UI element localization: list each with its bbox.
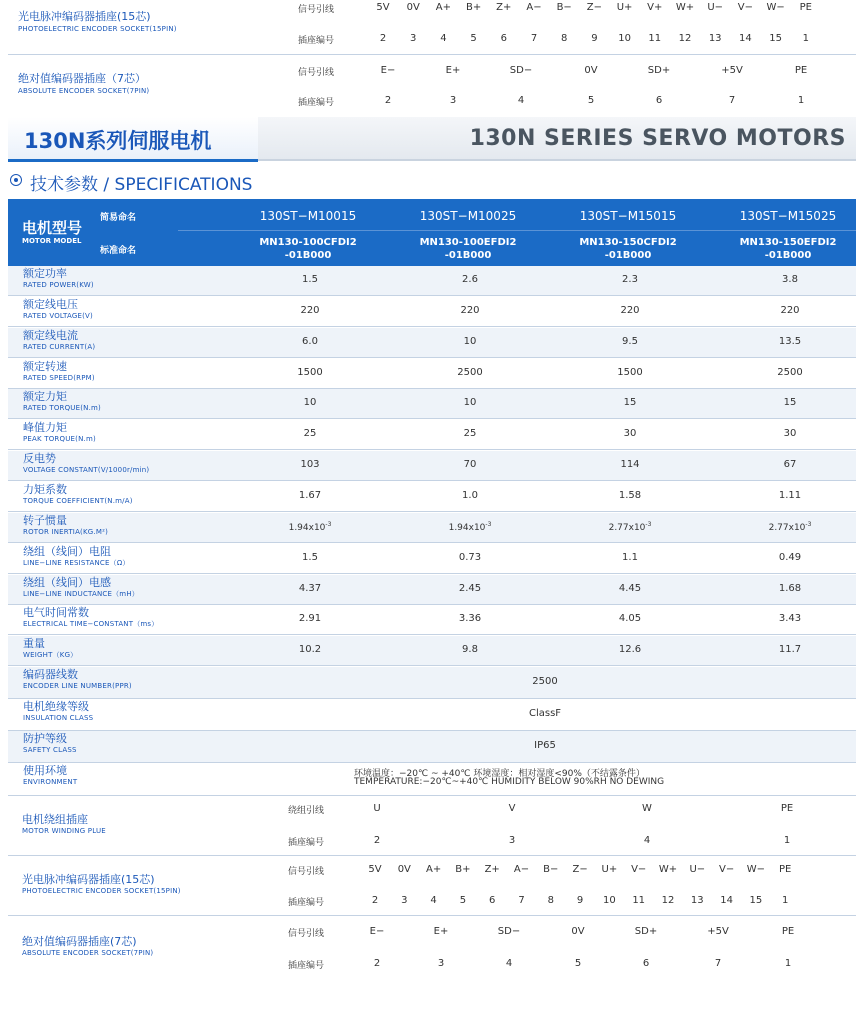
spec-label: [23, 330, 95, 352]
circle-dot-icon: [10, 174, 22, 186]
spec-value: 4.45: [618, 582, 642, 594]
environment-cn: 使用环境: [23, 764, 67, 777]
spec-label-cn: 转子惯量: [23, 513, 67, 527]
signal-cell: U−: [689, 864, 706, 875]
signal-cell: Z−: [572, 864, 588, 875]
signal-cell: PE: [799, 2, 812, 13]
signal-cell: A+: [425, 864, 442, 875]
environment-line2: TEMPERATURE:−20℃~+40℃ HUMIDITY BELOW 90%RH NO DEWING: [354, 777, 665, 787]
top-photo-pin-label: 插座编号: [298, 36, 335, 46]
spec-label-en: TORQUE COEFFICIENT(N.m/A): [23, 496, 133, 505]
signal-cell: E+: [433, 926, 449, 937]
spec-label-cn: 电机绝缘等级: [23, 700, 89, 713]
pin-cell: 8: [547, 895, 554, 906]
section-title: 技术参数 / SPECIFICATIONS: [30, 175, 253, 195]
spec-value: 30: [623, 428, 637, 440]
spec-label-cn: 额定线电压: [23, 297, 78, 311]
spec-label-en: RATED VOLTAGE(V): [23, 311, 93, 320]
span-value: 2500: [532, 676, 558, 687]
spec-row: [8, 420, 856, 450]
signal-cell: 0V: [571, 926, 585, 937]
pin-cell: 3: [508, 835, 516, 846]
spec-label-en: WEIGHT（KG）: [23, 651, 78, 660]
pin-cell: 4: [517, 95, 525, 106]
environment-line1: 环境温度：−20℃ ~ +40℃ 环境湿度：相对湿度<90%（不结露条件）: [354, 769, 645, 779]
spec-value: 4.05: [618, 613, 642, 625]
spec-value: 103: [300, 459, 320, 471]
spec-label-cn: 额定转速: [23, 359, 67, 373]
short-name-label: 简易命名: [100, 213, 137, 223]
signal-cell: U−: [707, 2, 724, 13]
pin-cell: 7: [728, 95, 736, 106]
spec-label: [23, 669, 132, 691]
series-banner: [8, 117, 856, 161]
winding-cn: 电机绕组插座: [22, 813, 88, 826]
pin-cell: 2: [384, 95, 392, 106]
pin-cell: 3: [449, 95, 457, 106]
spec-label: [23, 422, 96, 444]
signal-cell: U+: [616, 2, 633, 13]
spec-label-en: LINE−LINE INDUCTANCE（mH）: [23, 589, 139, 598]
pin-cell: 2: [373, 958, 381, 969]
spec-label-cn: 额定力矩: [23, 390, 67, 404]
spec-value: 1.58: [618, 489, 642, 501]
span-value: ClassF: [528, 708, 562, 719]
spec-value: 0.73: [458, 551, 482, 563]
signal-cell: B+: [455, 864, 471, 875]
span-row: [8, 731, 856, 763]
spec-label-cn: 电气时间常数: [23, 606, 89, 620]
pin-cell: 5: [470, 33, 477, 44]
spec-label-en: PEAK TORQUE(N.m): [23, 435, 96, 444]
spec-row: [8, 575, 856, 605]
spec-value: $2.77x10^{-3}$: [768, 520, 812, 533]
spec-value: 4.37: [298, 582, 322, 594]
spec-value: 1500: [617, 366, 643, 378]
model-short-name: 130ST−M10015: [259, 209, 357, 223]
spec-label: [23, 391, 101, 413]
spec-row: [8, 359, 856, 389]
spec-value: 6.0: [302, 335, 318, 347]
spec-value: 30: [783, 428, 797, 440]
model-std-name: MN130-150CFDI2 -01B000: [579, 237, 677, 261]
signal-cell: SD−: [509, 65, 533, 76]
signal-cell: V−: [737, 2, 754, 13]
pin-cell: 5: [459, 895, 467, 906]
pin-cell: 1: [783, 835, 791, 846]
spec-label-cn: 额定功率: [23, 267, 67, 280]
spec-value: 67: [783, 459, 797, 471]
pin-cell: 1: [802, 33, 809, 44]
bottom-photo-socket-block: [0, 856, 860, 914]
spec-row: [8, 451, 856, 481]
signal-cell: +5V: [721, 65, 743, 76]
spec-label-en: RATED POWER(KW): [23, 281, 94, 289]
pin-cell: 4: [430, 895, 437, 906]
model-header: [8, 199, 856, 266]
pin-cell: 12: [678, 33, 692, 44]
signal-cell: W: [642, 803, 652, 814]
model-std-name: MN130-100CFDI2 -01B000: [259, 237, 357, 261]
spec-label: [23, 299, 93, 321]
spec-value: 1.67: [298, 489, 322, 501]
pin-cell: 7: [518, 895, 525, 906]
bottom-photo-pin-label: 插座编号: [288, 898, 325, 908]
spec-value: 3.43: [778, 613, 802, 625]
top-photo-en: PHOTOELECTRIC ENCODER SOCKET(15PIN): [18, 25, 177, 33]
spec-value: 220: [460, 304, 480, 316]
signal-cell: B−: [543, 864, 559, 875]
environment-row: [8, 763, 856, 795]
spec-value: 1.5: [302, 551, 318, 563]
signal-cell: V−: [631, 864, 647, 875]
spec-value: 9.5: [622, 335, 638, 347]
pin-cell: 10: [618, 33, 631, 44]
bottom-abs-en: ABSOLUTE ENCODER SOCKET(7PIN): [22, 949, 154, 957]
pin-cell: 14: [739, 33, 752, 44]
signal-cell: A+: [435, 2, 452, 13]
spec-value: $2.77x10^{-3}$: [608, 520, 652, 533]
spec-label: [23, 484, 133, 506]
signal-cell: 5V: [376, 2, 390, 13]
pin-cell: 2: [373, 835, 381, 846]
signal-cell: PE: [781, 926, 795, 937]
signal-cell: 0V: [406, 2, 420, 13]
top-abs-en: ABSOLUTE ENCODER SOCKET(7PIN): [18, 87, 150, 95]
bottom-abs-signal-label: 信号引线: [288, 929, 325, 939]
signal-cell: SD+: [647, 65, 671, 76]
spec-row: [8, 636, 856, 666]
pin-cell: 11: [648, 33, 662, 44]
signal-cell: U+: [601, 864, 618, 875]
signal-cell: PE: [779, 864, 792, 875]
spec-value: 3.36: [458, 613, 482, 625]
span-row: [8, 667, 856, 699]
pin-cell: 10: [603, 895, 616, 906]
spec-label: [23, 638, 77, 660]
signal-cell: E−: [380, 65, 396, 76]
spec-value: 10: [303, 397, 317, 409]
signal-cell: W+: [675, 2, 695, 13]
spec-value: 220: [620, 304, 640, 316]
signal-cell: E+: [445, 65, 461, 76]
spec-label-cn: 力矩系数: [23, 482, 67, 496]
top-abs-socket-block: [0, 55, 860, 115]
bottom-photo-en: PHOTOELECTRIC ENCODER SOCKET(15PIN): [22, 887, 181, 895]
spec-value: 1.5: [302, 274, 318, 285]
spec-value: 10: [463, 335, 477, 347]
pin-cell: 9: [591, 33, 598, 44]
spec-label-en: ENCODER LINE NUMBER(PPR): [23, 682, 132, 690]
pin-cell: 13: [690, 895, 704, 906]
signal-cell: 5V: [368, 864, 382, 875]
spec-value: 15: [623, 397, 637, 409]
pin-cell: 6: [655, 95, 663, 106]
pin-cell: 6: [642, 958, 650, 969]
pin-cell: 6: [500, 33, 507, 44]
signal-cell: 0V: [397, 864, 411, 875]
pin-cell: 8: [561, 33, 568, 44]
pin-cell: 6: [489, 895, 496, 906]
bottom-photo-cn: 光电脉冲编码器插座(15芯): [22, 873, 155, 886]
signal-cell: Z+: [484, 864, 500, 875]
spec-label-en: ELECTRICAL TIME−CONSTANT（ms）: [23, 620, 159, 629]
spec-value: 2.91: [298, 613, 322, 625]
spec-label: [23, 453, 149, 475]
pin-cell: 11: [632, 895, 646, 906]
spec-label: [23, 268, 94, 290]
bottom-abs-socket-block: [0, 916, 860, 978]
pin-cell: 4: [505, 958, 513, 969]
spec-value: 220: [300, 304, 320, 316]
pin-cell: 15: [749, 895, 763, 906]
std-name-label: 标准命名: [100, 246, 137, 256]
spec-label: [23, 515, 108, 537]
model-std-name: MN130-150EFDI2 -01B000: [739, 237, 837, 261]
spec-value: 220: [780, 304, 800, 316]
signal-cell: PE: [780, 803, 794, 814]
spec-value: 70: [463, 459, 477, 471]
pin-cell: 4: [440, 33, 447, 44]
header-divider: [178, 230, 856, 231]
spec-row: [8, 266, 856, 296]
signal-cell: A−: [526, 2, 542, 13]
top-photo-cn: 光电脉冲编码器插座(15芯): [18, 10, 151, 23]
spec-label-cn: 反电势: [23, 452, 56, 466]
pin-cell: 15: [769, 33, 782, 44]
spec-label-cn: 编码器线数: [23, 668, 78, 681]
bottom-abs-cn: 绝对值编码器插座(7芯): [22, 935, 137, 948]
pin-cell: 1: [782, 895, 789, 906]
spec-label-en: SAFETY CLASS: [23, 746, 77, 754]
spec-value: 12.6: [618, 644, 642, 656]
spec-label-en: ROTOR INERTIA(KG.M²): [23, 527, 109, 536]
spec-value: 10.2: [298, 644, 322, 656]
spec-label: [23, 733, 77, 755]
signal-cell: W−: [766, 2, 785, 13]
pin-cell: 3: [410, 33, 417, 44]
winding-block: [0, 796, 860, 854]
model-header-cn: 电机型号: [22, 219, 83, 237]
spec-label: [23, 577, 139, 599]
spec-value: 2500: [457, 366, 483, 378]
spec-label-en: LINE−LINE RESISTANCE（Ω）: [23, 558, 130, 567]
spec-label-en: INSULATION CLASS: [23, 714, 94, 722]
model-short-name: 130ST−M10025: [419, 209, 517, 223]
spec-row: [8, 297, 856, 327]
spec-label: [23, 546, 130, 568]
top-abs-pin-label: 插座编号: [298, 98, 335, 108]
spec-label: [23, 607, 158, 629]
signal-cell: E−: [369, 926, 385, 937]
pin-cell: 5: [574, 958, 582, 969]
winding-en: MOTOR WINDING PLUE: [22, 827, 106, 835]
spec-label-cn: 绕组（线间）电阻: [23, 544, 111, 558]
span-row: [8, 699, 856, 731]
model-std-name: MN130-100EFDI2 -01B000: [419, 237, 517, 261]
spec-value: 2.3: [622, 274, 638, 285]
spec-row: [8, 328, 856, 358]
winding-pin-label: 插座编号: [288, 838, 325, 848]
spec-value: 3.8: [782, 274, 798, 285]
spec-value: 114: [620, 459, 640, 471]
signal-cell: V+: [647, 2, 663, 13]
pin-cell: 4: [643, 835, 651, 846]
spec-label-cn: 重量: [23, 637, 45, 651]
spec-value: 0.49: [778, 551, 802, 563]
signal-cell: PE: [794, 65, 808, 76]
pin-cell: 2: [371, 895, 379, 906]
spec-value: 1.1: [622, 551, 638, 563]
pin-cell: 9: [576, 895, 584, 906]
spec-value: 10: [463, 397, 477, 409]
spec-value: 1.68: [778, 582, 802, 594]
spec-value: 1.11: [778, 489, 802, 501]
signal-cell: W+: [658, 864, 678, 875]
pin-cell: 2: [379, 33, 387, 44]
spec-label-cn: 额定线电流: [23, 328, 78, 342]
banner-title-en: 130N SERIES SERVO MOTORS: [469, 126, 846, 151]
top-abs-signal-label: 信号引线: [298, 68, 335, 78]
banner-title-cn: 130N系列伺服电机: [24, 129, 212, 153]
spec-label: [23, 701, 93, 723]
pin-cell: 7: [530, 33, 538, 44]
winding-signal-label: 绕组引线: [288, 806, 325, 816]
spec-value: 2.45: [458, 582, 482, 594]
signal-cell: A−: [513, 864, 530, 875]
signal-cell: Z+: [496, 2, 512, 13]
spec-value: 1.0: [462, 489, 478, 501]
spec-value: $1.94x10^{-3}$: [448, 520, 492, 533]
pin-cell: 3: [401, 895, 408, 906]
signal-cell: SD+: [634, 926, 658, 937]
spec-label-cn: 防护等级: [23, 732, 67, 745]
spec-value: 13.5: [778, 335, 802, 347]
spec-value: 11.7: [778, 644, 802, 656]
spec-label-en: VOLTAGE CONSTANT(V/1000r/min): [23, 466, 150, 475]
top-photo-signal-label: 信号引线: [298, 5, 335, 15]
pin-cell: 1: [797, 95, 805, 106]
spec-value: 15: [783, 397, 797, 409]
spec-value: 25: [303, 428, 317, 440]
signal-cell: U: [373, 803, 381, 814]
model-short-name: 130ST−M15015: [579, 209, 677, 223]
pin-cell: 13: [708, 33, 722, 44]
signal-cell: W−: [746, 864, 766, 875]
bottom-photo-signal-label: 信号引线: [288, 867, 325, 877]
signal-cell: 0V: [584, 65, 598, 76]
spec-row: [8, 482, 856, 512]
spec-value: 2500: [777, 366, 803, 378]
model-short-name: 130ST−M15025: [739, 209, 837, 223]
spec-label-en: RATED TORQUE(N.m): [23, 404, 101, 413]
environment-en: ENVIRONMENT: [23, 778, 78, 786]
spec-row: [8, 389, 856, 419]
signal-cell: +5V: [707, 926, 729, 937]
signal-cell: B−: [556, 2, 572, 13]
spec-label-cn: 峰值力矩: [23, 421, 67, 435]
model-header-en: MOTOR MODEL: [22, 237, 82, 245]
spec-label-en: RATED SPEED(RPM): [23, 373, 95, 382]
spec-label: [23, 361, 95, 383]
signal-cell: V: [508, 803, 516, 814]
signal-cell: Z−: [586, 2, 603, 13]
signal-cell: SD−: [497, 926, 521, 937]
pin-cell: 5: [587, 95, 595, 106]
spec-value: 1500: [297, 366, 323, 378]
signal-cell: B+: [465, 2, 482, 13]
spec-value: 9.8: [462, 644, 478, 656]
spec-value: 2.6: [462, 274, 478, 285]
spec-label-cn: 绕组（线间）电感: [23, 575, 111, 589]
top-photo-socket-block: [0, 0, 860, 50]
pin-cell: 14: [720, 895, 733, 906]
top-abs-cn: 绝对值编码器插座（7芯）: [18, 72, 146, 85]
spec-row: [8, 513, 856, 543]
signal-cell: V−: [718, 864, 735, 875]
spec-row: [8, 544, 856, 574]
pin-cell: 3: [437, 958, 445, 969]
bottom-abs-pin-label: 插座编号: [288, 961, 325, 971]
pin-cell: 12: [661, 895, 675, 906]
pin-cell: 1: [784, 958, 792, 969]
spec-value: $1.94x10^{-3}$: [288, 520, 332, 533]
pin-cell: 7: [714, 958, 722, 969]
spec-row: [8, 605, 856, 635]
spec-value: 25: [463, 428, 477, 440]
span-value: IP65: [534, 740, 556, 751]
spec-label-en: RATED CURRENT(A): [23, 342, 96, 351]
